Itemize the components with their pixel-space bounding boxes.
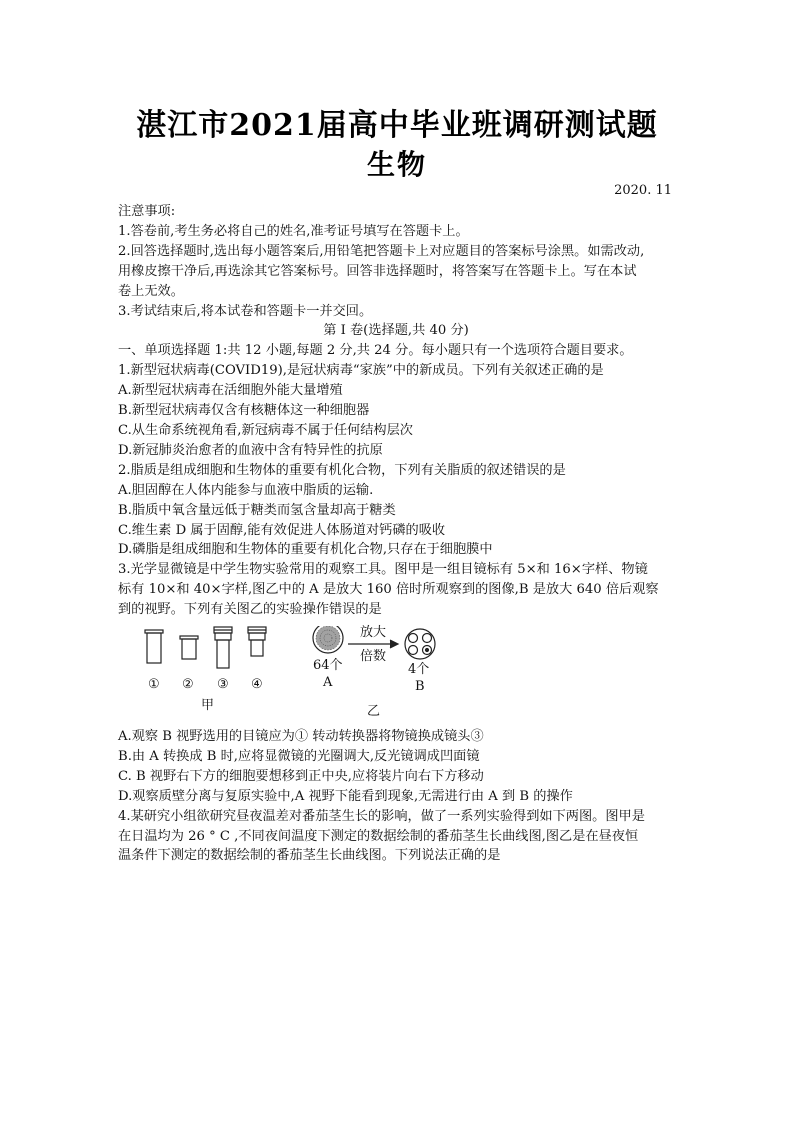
q1-option-c: C.从生命系统视角看,新冠病毒不属于任何结构层次 bbox=[118, 422, 413, 438]
eyepiece-lens-2-icon bbox=[180, 636, 198, 659]
arrow-label-top: 放大 bbox=[360, 625, 387, 641]
q4-stem-line-3: 温条件下测定的数据绘制的番茄茎生长曲线图。下列说法正确的是 bbox=[118, 848, 501, 864]
q2-option-c: C.维生素 D 属于固醇,能有效促进人体肠道对钙磷的吸收 bbox=[118, 522, 446, 538]
q1-stem: 1.新型冠状病毒(COVID19),是冠状病毒“家族”中的新成员。下列有关叙述正确的是 bbox=[118, 363, 604, 379]
view-b-label: B bbox=[415, 679, 425, 695]
view-a-label: A bbox=[323, 675, 333, 691]
objective-lens-3-icon bbox=[214, 627, 232, 668]
exam-body bbox=[118, 202, 674, 866]
notice-item-1: 1.答卷前,考生务必将自己的姓名,准考证号填写在答题卡上。 bbox=[118, 223, 469, 239]
q4-stem-line-1: 4.某研究小组欲研究昼夜温差对番茄茎生长的影响，做了一系列实验得到如下两图。图甲是 bbox=[118, 808, 645, 824]
objective-lens-4-icon bbox=[248, 627, 266, 656]
lens-label-4: ④ bbox=[251, 677, 263, 693]
notice-heading: 注意事项: bbox=[118, 204, 176, 219]
part1-heading: 第 I 卷(选择题,共 40 分) bbox=[323, 323, 469, 339]
exam-subject: 生物 bbox=[366, 148, 427, 181]
q3-stem-line-3: 到的视野。下列有关图乙的实验操作错误的是 bbox=[118, 602, 382, 618]
part1-instruction: 一、单项选择题 1:共 12 小题,每题 2 分,共 24 分。每小题只有一个选项符合题目要求。 bbox=[118, 343, 633, 359]
q2-option-a: A.胆固醇在人体内能参与血液中脂质的运输. bbox=[118, 482, 374, 498]
q3-figure bbox=[118, 626, 674, 726]
figure-yi-label: 乙 bbox=[367, 704, 381, 720]
lens-label-1: ① bbox=[148, 677, 160, 693]
figure-jia-label: 甲 bbox=[201, 698, 215, 714]
q4-stem-line-2: 在日温均为 26 ° C ,不同夜间温度下测定的数据绘制的番茄茎生长曲线图,图乙是在昼夜恒 bbox=[118, 828, 639, 844]
lens-label-3: ③ bbox=[217, 677, 229, 693]
notice-item-2-line-1: 2.回答选择题时,选出每小题答案后,用铅笔把答题卡上对应题目的答案标号涂黑。如需改动, bbox=[118, 243, 645, 259]
notice-item-3: 3.考试结束后,将本试卷和答题卡一并交回。 bbox=[118, 303, 373, 319]
exam-date: 2020. 11 bbox=[614, 183, 672, 198]
q3-option-a: A.观察 B 视野选用的目镜应为① 转动转换器将物镜换成镜头③ bbox=[118, 729, 484, 745]
q1-option-a: A.新型冠状病毒在活细胞外能大量增殖 bbox=[118, 383, 343, 399]
view-a-icon bbox=[313, 626, 343, 653]
q3-stem-line-2: 标有 10×和 40×字样,图乙中的 A 是放大 160 倍时所观察到的图像,B 是放大 640 倍后观察 bbox=[118, 582, 659, 598]
q2-option-b: B.脂质中氧含量远低于糖类而氢含量却高于糖类 bbox=[118, 502, 396, 518]
q3-option-c: C. B 视野右下方的细胞要想移到正中央,应将装片向右下方移动 bbox=[118, 768, 484, 784]
q3-stem-line-1: 3.光学显微镜是中学生物实验常用的观察工具。图甲是一组目镜标有 5×和 16×字样、物镜 bbox=[118, 562, 648, 578]
q1-option-d: D.新冠肺炎治愈者的血液中含有特异性的抗原 bbox=[118, 442, 383, 458]
view-b-icon bbox=[405, 629, 435, 659]
count-a-label: 64个 bbox=[313, 658, 343, 674]
exam-title: 湛江市2021届高中毕业班调研测试题 bbox=[136, 108, 658, 143]
eyepiece-lens-1-icon bbox=[145, 630, 163, 663]
q2-stem: 2.脂质是组成细胞和生物体的重要有机化合物，下列有关脂质的叙述错误的是 bbox=[118, 462, 566, 478]
q3-option-b: B.由 A 转换成 B 时,应将显微镜的光圈调大,反光镜调成凹面镜 bbox=[118, 748, 480, 764]
notice-item-2-line-3: 卷上无效。 bbox=[118, 283, 184, 299]
q2-option-d: D.磷脂是组成细胞和生物体的重要有机化合物,只存在于细胞膜中 bbox=[118, 542, 493, 558]
count-b-label: 4个 bbox=[408, 662, 430, 678]
arrow-label-bottom: 倍数 bbox=[360, 649, 387, 665]
lens-label-2: ② bbox=[182, 677, 194, 693]
q3-option-d: D.观察质壁分离与复原实验中,A 视野下能看到现象,无需进行由 A 到 B 的操作 bbox=[118, 788, 573, 804]
notice-item-2-line-2: 用橡皮擦干净后,再选涂其它答案标号。回答非选择题时，将答案写在答题卡上。写在本试 bbox=[118, 263, 637, 279]
q1-option-b: B.新型冠状病毒仅含有核糖体这一种细胞器 bbox=[118, 403, 370, 419]
